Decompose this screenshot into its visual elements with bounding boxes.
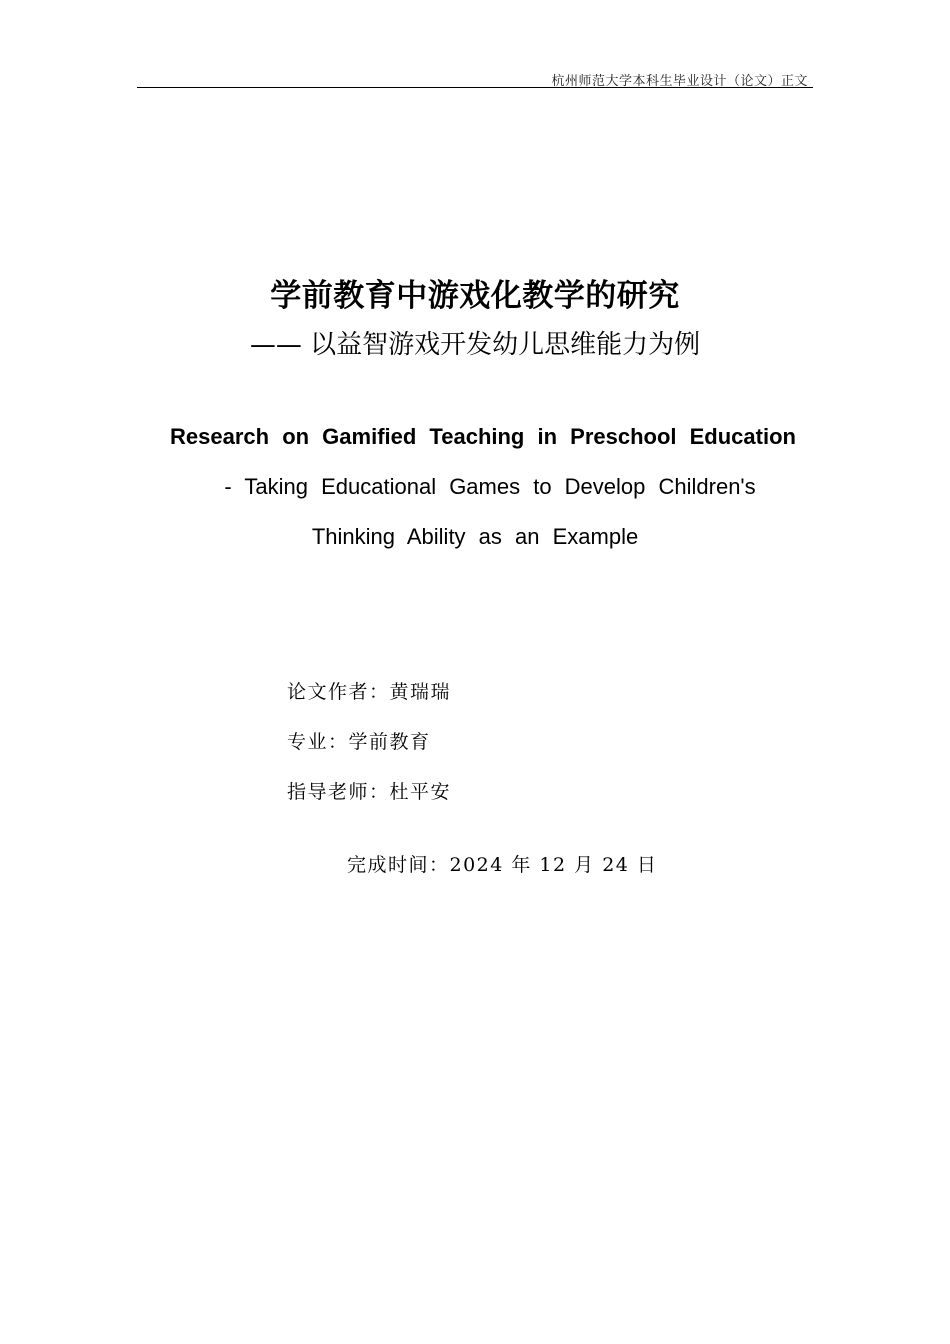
header-rule [137, 87, 813, 88]
english-title-line-3: Thinking Ability as an Example [311, 524, 639, 549]
major-line: 专业：学前教育 [287, 731, 431, 753]
author-line: 论文作者：黄瑞瑞 [287, 681, 452, 703]
english-title-line-2: - Taking Educational Games to Develop Children's [224, 474, 756, 499]
advisor-line: 指导老师：杜平安 [287, 781, 452, 803]
completion-date: 完成时间：2024 年 12 月 24 日 [347, 854, 658, 876]
running-header: 杭州师范大学本科生毕业设计（论文）正文 [551, 74, 808, 89]
chinese-subtitle: —— 以益智游戏开发幼儿思维能力为例 [249, 330, 701, 360]
english-title-line-1: Research on Gamified Teaching in Preschool Education [170, 424, 796, 449]
chinese-title: 学前教育中游戏化教学的研究 [270, 278, 680, 314]
